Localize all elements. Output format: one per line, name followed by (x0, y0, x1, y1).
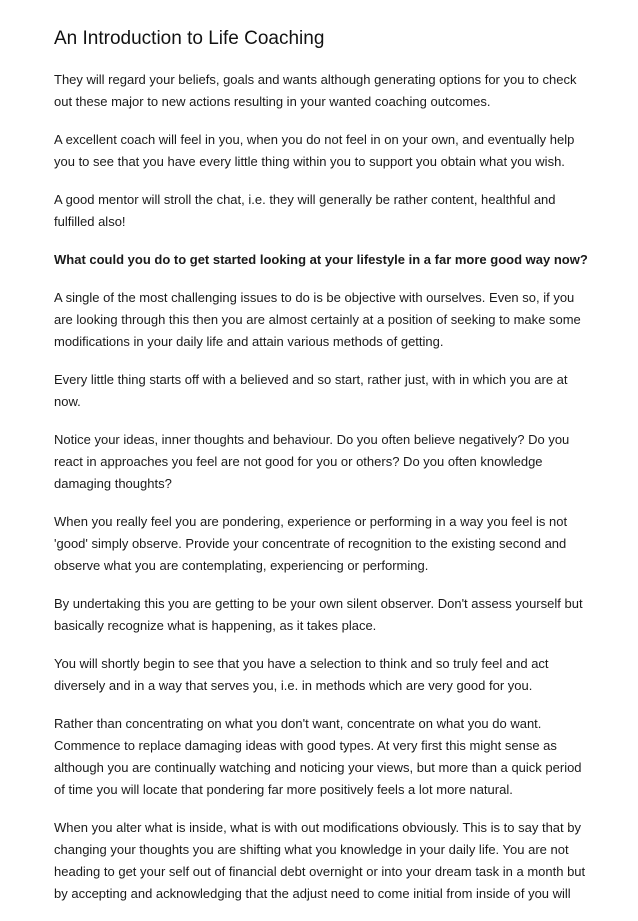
paragraph: Every little thing starts off with a believed and so start, rather just, with in which you are at now. (54, 372, 568, 409)
paragraph: A single of the most challenging issues to do is be objective with ourselves. Even so, if you are looking through this then you are almost certainly at a position of seeking to make some modifications in your daily life and attain various methods of getting. (54, 290, 581, 349)
paragraph: When you alter what is inside, what is with out modifications obviously. This is to say that by changing your thoughts you are shifting what you knowledge in your daily life. You are not heading to get your self out of financial debt overnight or into your dream task in a month but by accepting and acknowledging that the adjust need to come initial from inside of you will (54, 820, 586, 901)
paragraph: When you really feel you are pondering, experience or performing in a way you feel is not 'good' simply observe. Provide your concentrate of recognition to the existing second and observe what you are contemplating, experiencing or performing. (54, 514, 568, 573)
document-title: An Introduction to Life Coaching (54, 28, 325, 49)
paragraph: A good mentor will stroll the chat, i.e. they will generally be rather content, healthful and fulfilled also! (54, 192, 556, 229)
paragraph: They will regard your beliefs, goals and wants although generating options for you to check out these major to new actions resulting in your wanted coaching outcomes. (54, 72, 577, 109)
paragraph: You will shortly begin to see that you have a selection to think and so truly feel and act diversely and in a way that serves you, i.e. in methods which are very good for you. (54, 656, 549, 693)
paragraph: By undertaking this you are getting to be your own silent observer. Don't assess yourself but basically recognize what is happening, as it takes place. (54, 596, 583, 633)
paragraph: Notice your ideas, inner thoughts and behaviour. Do you often believe negatively? Do you react in approaches you feel are not good for you or others? Do you often knowledge damaging thoughts? (54, 432, 570, 491)
paragraph: Rather than concentrating on what you don't want, concentrate on what you do want. Commence to replace damaging ideas with good types. At very first this might sense as although you are continually watching and noticing your views, but more than a quick period of time you will locate that pondering far more positively feels a lot more natural. (54, 716, 582, 797)
document-page (54, 26, 590, 921)
paragraph: A excellent coach will feel in you, when you do not feel in on your own, and eventually help you to see that you have every little thing within you to support you obtain what you wish. (54, 132, 575, 169)
section-heading: What could you do to get started looking at your lifestyle in a far more good way now? (54, 252, 588, 267)
